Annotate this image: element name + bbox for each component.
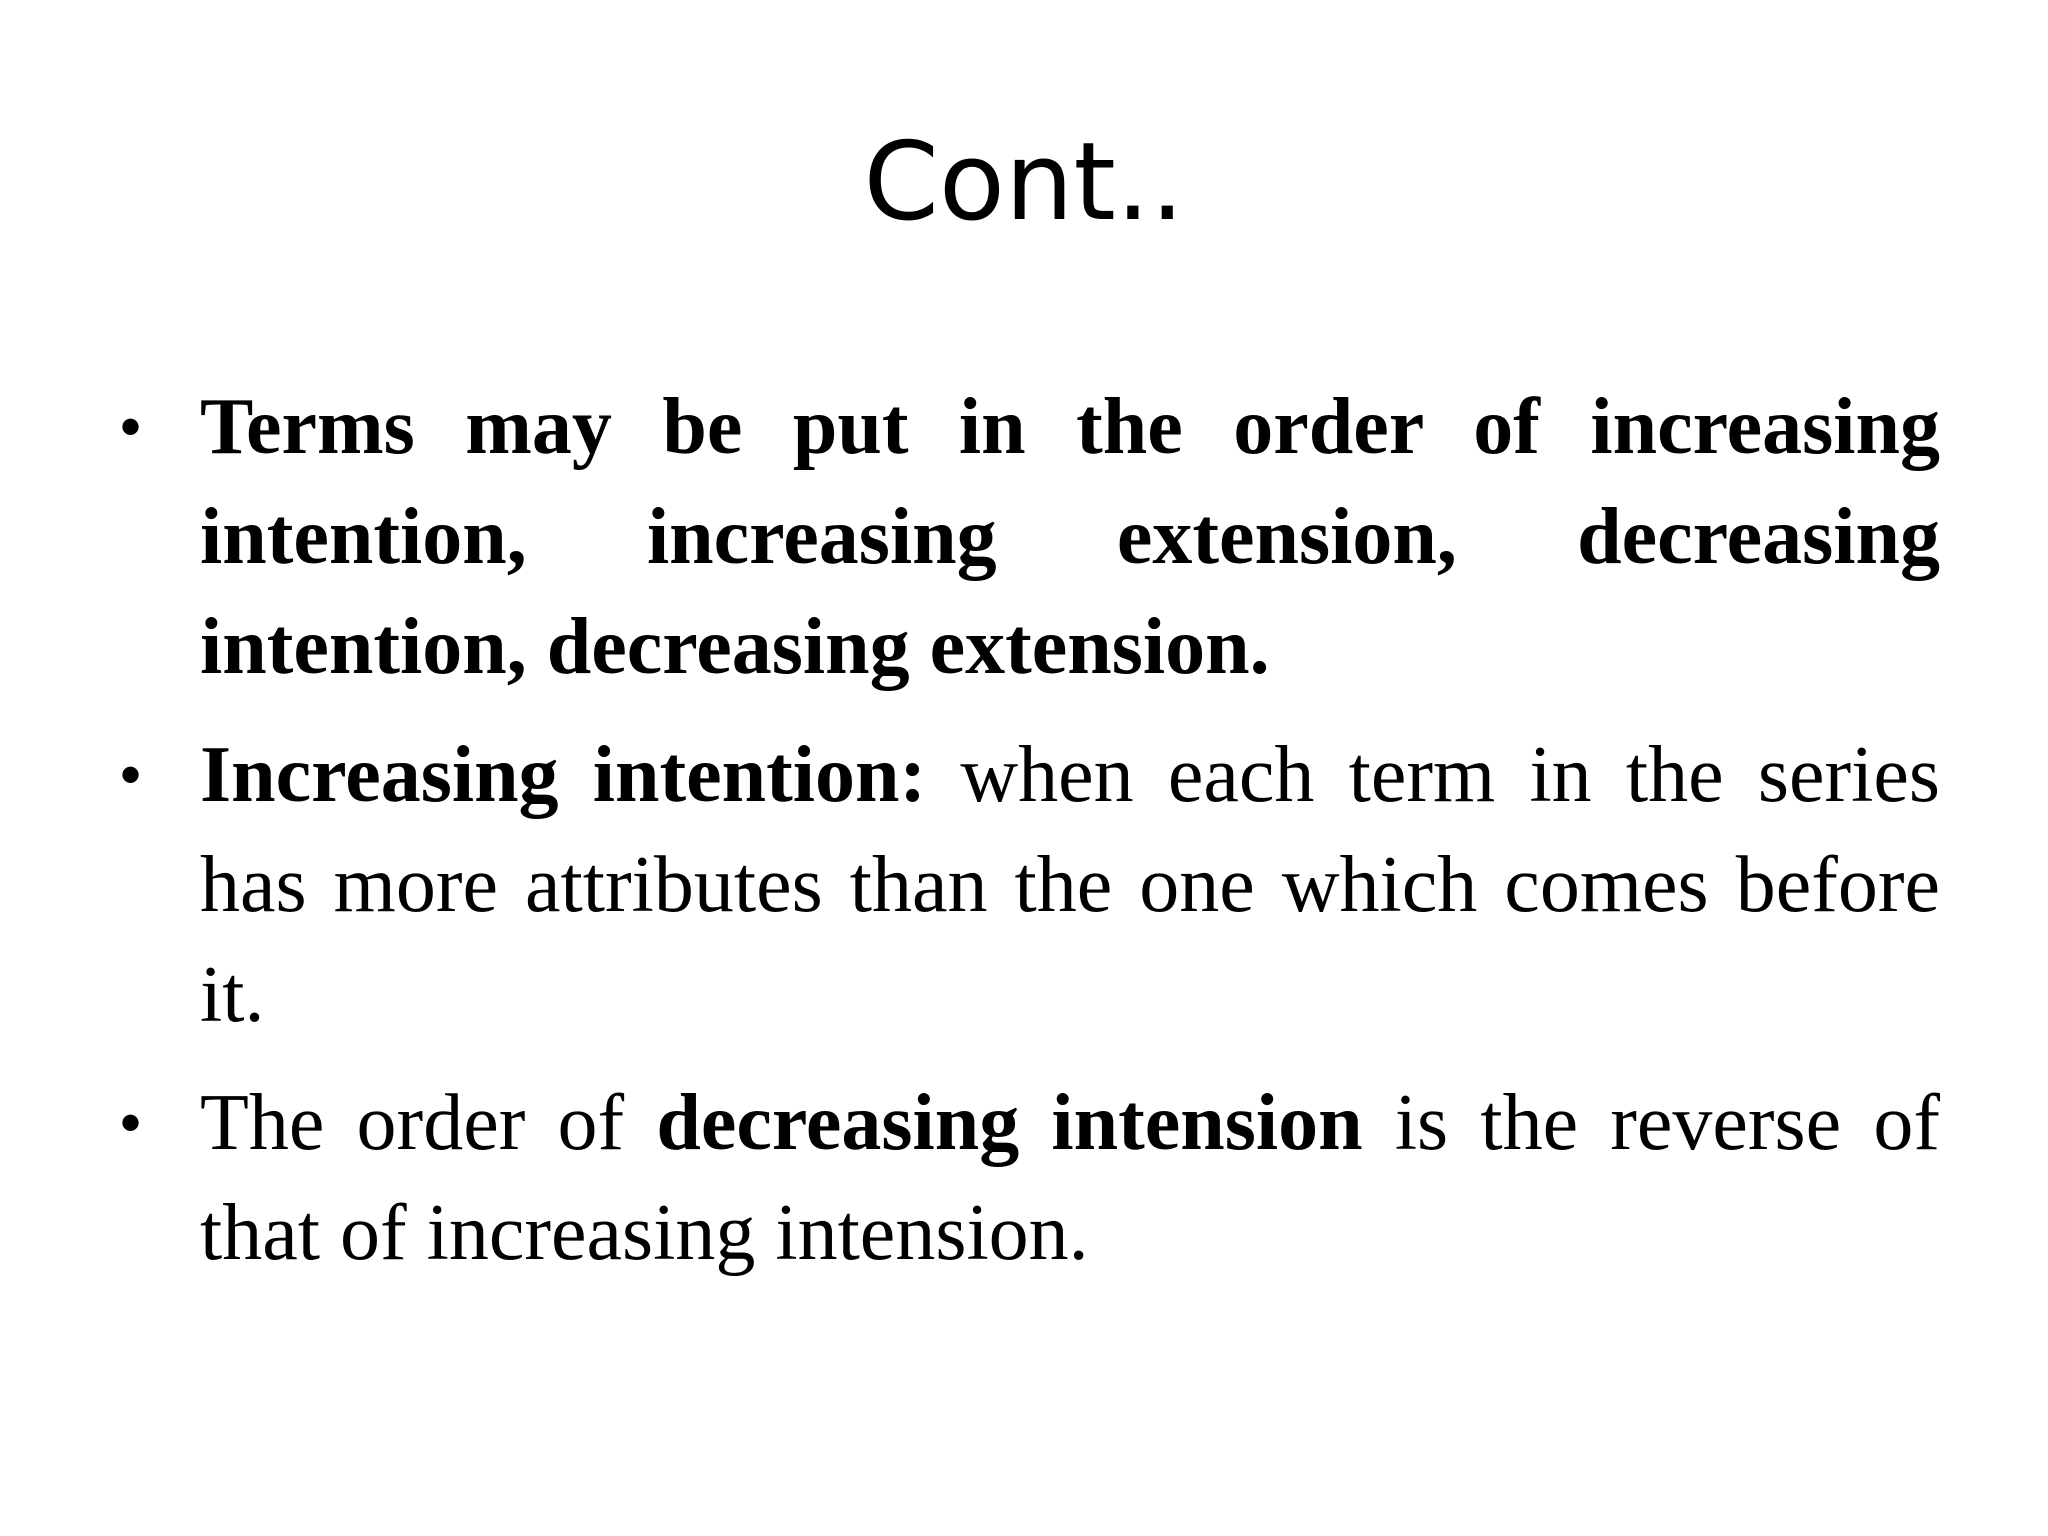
bullet-text-bold: Terms may be put in the order of increasing intention, increasing extension, decreasing intention, decreasing extension. bbox=[200, 383, 1940, 691]
bullet-list bbox=[120, 372, 1940, 1306]
bullet-text-post: is the reverse of that of increasing intension. bbox=[200, 1079, 1940, 1277]
bullet-icon: • bbox=[120, 393, 142, 460]
bullet-icon: • bbox=[120, 1089, 142, 1156]
bullet-definition: when each term in the series has more attributes than the one which comes before it. bbox=[200, 731, 1940, 1039]
bullet-term: Increasing intention: bbox=[200, 731, 927, 819]
bullet-icon: • bbox=[120, 741, 142, 808]
bullet-item-order-of-terms bbox=[120, 372, 1940, 702]
bullet-item-decreasing-intension bbox=[120, 1068, 1940, 1288]
slide-title: Cont.. bbox=[863, 120, 1185, 245]
bullet-term: decreasing intension bbox=[656, 1079, 1363, 1167]
bullet-text-pre: The order of bbox=[200, 1079, 657, 1167]
bullet-item-increasing-intention bbox=[120, 720, 1940, 1050]
